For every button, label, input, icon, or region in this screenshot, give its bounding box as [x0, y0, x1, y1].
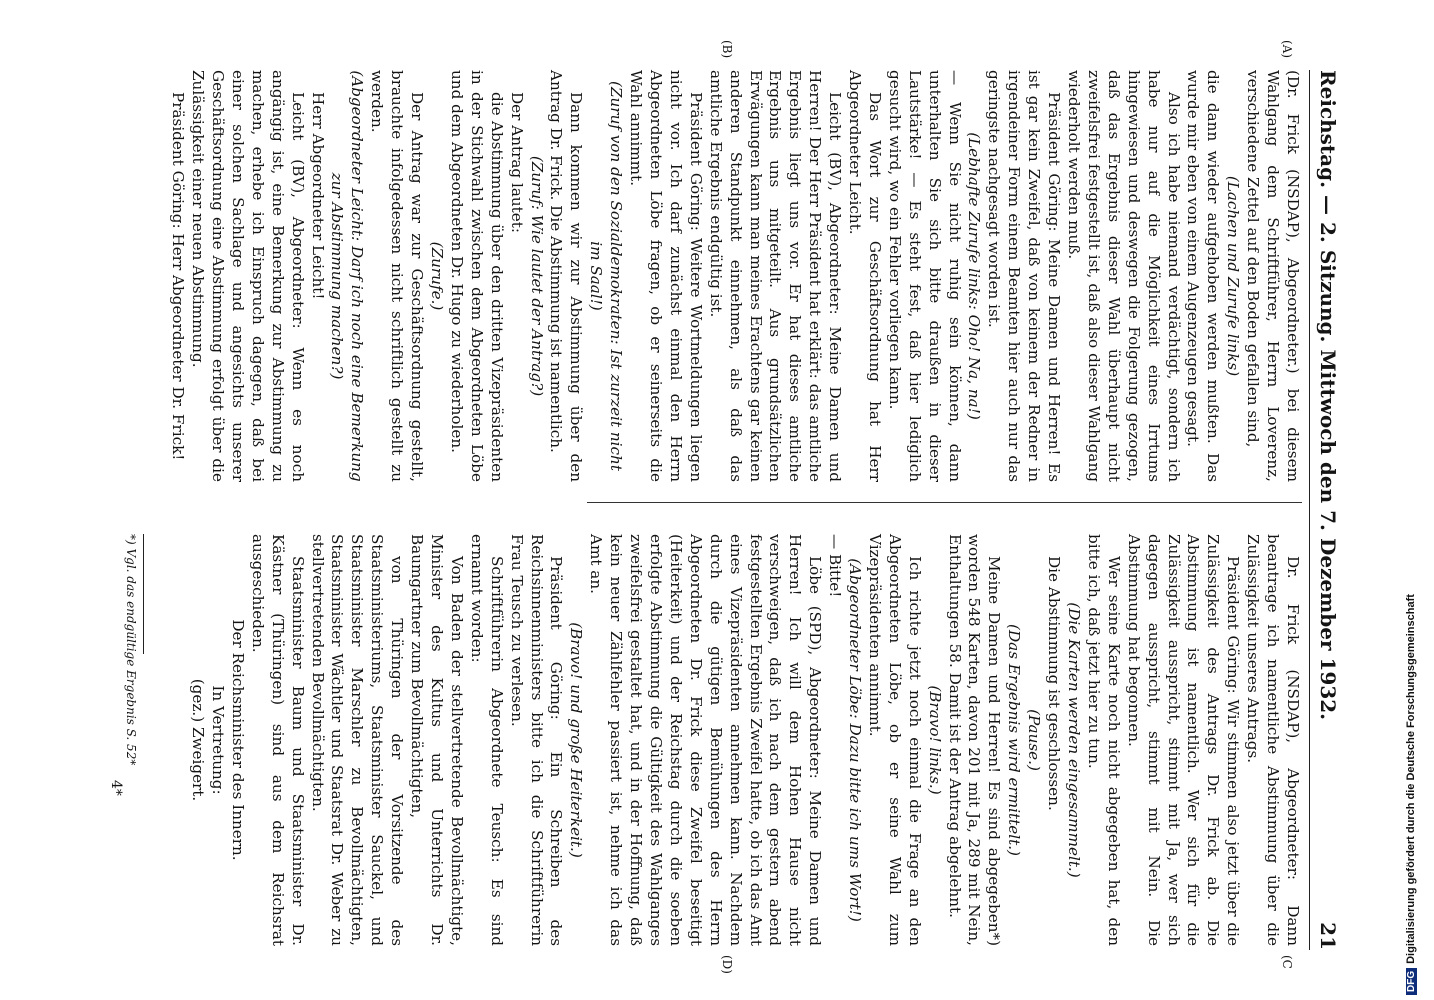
running-title: Reichstag. — 2. Sitzung. Mittwoch den 7. Dezember 1932. [1316, 70, 1340, 721]
left-paragraph: (Abgeordneter Leicht: Darf ich noch eine Bemerkung zur Abstimmung machen?) [328, 70, 367, 482]
left-paragraph: (Zuruf: Wie lautet der Antrag?) [527, 155, 546, 397]
left-paragraph: Leicht (BV), Abgeordneter: Meine Damen und Herren! Der Herr Präsident hat erklärt: das amtliche Ergebnis liegt uns vor. Er hat dieses amtliche Ergebnis uns mitgeteilt. Aus grundsätzlichen Erwägungen kann man meines Erachtens gar keinen anderen Standpunkt einnehmen, als daß das amtliche Ergebnis endgültig ist. [706, 70, 845, 482]
left-column [167, 70, 1302, 482]
right-paragraph: (Bravo! und große Heiterkeit.) [567, 622, 586, 858]
left-paragraph: Der Antrag lautet: [507, 92, 526, 233]
right-paragraph: Meine Damen und Herren! Es sind abgegeben*) worden 548 Karten, davon 201 mit Ja, 289 mit Nein, Enthaltungen 58. Damit ist der Antrag abgelehnt. [945, 534, 1004, 946]
right-paragraph: — Bitte! [826, 534, 845, 598]
right-paragraph: (gez.) Zweigert. [189, 678, 208, 802]
footnote: *) Vgl. das endgültige Ergebnis S. 52* [124, 534, 138, 766]
footnote-rule [143, 534, 144, 654]
margin-mark-d: (D) [720, 955, 734, 974]
right-paragraph: In Vertretung: [209, 685, 228, 795]
left-paragraph: die Abstimmung über den dritten Vizepräsidenten in der Stichwahl zwischen dem Abgeordneten Löbe und dem Abgeordneten Dr. Hugo zu wiederholen. [447, 70, 506, 482]
right-paragraph: (Abgeordneter Löbe: Dazu bitte ich ums Wort!) [846, 558, 865, 922]
page-number: 21 [1316, 922, 1340, 950]
left-paragraph: die dann wieder aufgehoben werden mußten. Das wurde mir eben von einem Augenzeugen gesagt. [1184, 70, 1223, 482]
left-paragraph: — Wenn Sie nicht ruhig sein können, dann unterhalten Sie sich bitte draußen in dieser Lautstärke! — Es steht fest, daß hier lediglich gesucht wird, wo ein Fehler vorliegen kann. [885, 70, 964, 482]
right-paragraph: Dr. Frick (NSDAP), Abgeordneter: Dann beantrage ich namentliche Abstimmung über die Zulässigkeit unseres Antrags. [1244, 534, 1302, 946]
right-paragraph: Wer seine Karte noch nicht abgegeben hat, den bitte ich, daß jetzt hier zu tun. [1084, 534, 1123, 946]
digitization-credit [1405, 594, 1417, 995]
right-paragraph: Präsident Göring: Wir stimmen also jetzt über die Zulässigkeit des Antrags Dr. Frick ab. Die Abstimmung ist namentlich. Wer sich für die Zulässigkeit ausspricht, stimmt mit Ja, wer sich dagegen ausspricht, stimmt mit Nein. Die Abstimmung hat begonnen. [1124, 534, 1243, 946]
right-column [187, 534, 1302, 946]
right-paragraph: Staatsminister Baum und Staatsminister Dr. Kästner (Thüringen) sind aus dem Reichsrat ausgeschieden. [248, 534, 307, 946]
left-paragraph: Präsident Göring: Herr Abgeordneter Dr. Frick! [169, 92, 188, 461]
right-paragraph: (Die Karten werden eingesammelt.) [1065, 602, 1084, 878]
running-header [1306, 70, 1346, 950]
right-paragraph: Schriftführerin Abgeordnete Teusch: Es sind ernannt worden: [467, 534, 506, 946]
left-paragraph: Dann kommen wir zur Abstimmung über den Antrag Dr. Frick. Die Abstimmung ist namentlich. [547, 70, 586, 482]
left-paragraph: (Zuruf von den Sozialdemokraten: Ist zurzeit nicht im Saal!) [587, 81, 626, 471]
left-paragraph: Der Antrag war zur Geschäftsordnung gestellt, brauchte infolgedessen nicht schriftlich gestellt zu werden. [368, 70, 427, 482]
left-paragraph: Also ich habe niemand verdächtigt, sondern ich habe nur auf die Möglichkeit eines Irrtums hingewiesen und deswegen die Folgerung gezogen, daß das Ergebnis dieser Wahl überhaupt nicht zweifelsfrei festgestellt ist, daß also dieser Wahlgang wiederholt werden muß. [1065, 70, 1183, 482]
header-rule [1309, 70, 1310, 950]
margin-mark-b: (B) [720, 40, 734, 59]
left-paragraph: (Lebhafte Zurufe links: Oho! Na, na!) [965, 132, 984, 420]
right-paragraph: Die Abstimmung ist geschlossen. [1045, 556, 1064, 811]
left-paragraph: (Zurufe.) [428, 241, 447, 311]
left-paragraph: Herr Abgeordneter Leicht! [308, 92, 327, 300]
left-paragraph: (Lachen und Zurufe links) [1224, 175, 1243, 377]
right-paragraph: (Pause.) [1025, 709, 1044, 771]
right-paragraph: Löbe (SPD), Abgeordneter: Meine Damen und Herren! Ich will dem Hohen Hause nicht verschweigen, daß ich nach dem gestern abend festgestellten Ergebnis Zweifel hatte, ob ich das Amt eines Vizepräsidenten annehmen kann. Nachdem durch die gütigen Bemühungen des Herrn Abgeordneten Dr. Frick diese Zweifel beseitigt (Heiterkeit) und der Reichstag durch die soeben erfolgte Abstimmung die Gültigkeit des Wahlganges zweifelsfrei gestaltet hat, und in der Hoffnung, daß kein neuer Zählfehler passiert ist, nehme ich das Amt an. [587, 534, 825, 946]
credit-text: Digitalisierung gefördert durch die Deutsche Forschungsgemeinschaft [1405, 594, 1417, 964]
left-paragraph: Das Wort zur Geschäftsordnung hat Herr Abgeordneter Leicht. [846, 70, 884, 482]
signature-mark: 4* [108, 780, 124, 796]
margin-mark-a: (A) [1280, 40, 1294, 59]
right-paragraph: Präsident Göring: Ein Schreiben des Reichsinnenministers bitte ich die Schriftführerin Frau Teusch zu verlesen. [507, 534, 566, 946]
dfg-logo: DFG [1406, 968, 1417, 995]
column-divider [587, 502, 1302, 503]
left-paragraph: (Dr. Frick (NSDAP), Abgeordneter.) bei diesem Wahlgang dem Schriftführer, Herrn Loverenz, verschiedene Zettel auf den Boden gefallen sind, [1244, 70, 1302, 482]
right-paragraph: Von Baden der stellvertretende Bevollmächtigte, Minister des Kultus und Unterrichts Dr. Baumgartner zum Bevollmächtigten, [408, 534, 466, 946]
right-paragraph: von Thüringen der Vorsitzende des Staatsministeriums, Staatsminister Sauckel, und Staatsminister Marschler zu Bevollmächtigten, Staatsminister Wächtler und Staatsrat Dr. Weber zu stellvertretenden Bevollmächtigten. [308, 534, 407, 946]
right-paragraph: (Bravo! links.) [925, 685, 944, 795]
right-paragraph: Der Reichsminister des Innern. [228, 619, 247, 861]
margin-mark-c: (C [1280, 955, 1294, 969]
right-paragraph: Ich richte jetzt noch einmal die Frage an den Abgeordneten Löbe, ob er seine Wahl zum Vizepräsidenten annimmt. [865, 534, 924, 946]
left-paragraph: Leicht (BV), Abgeordneter: Wenn es noch angängig ist, eine Bemerkung zur Abstimmung zu machen, erhebe ich Einspruch dagegen, daß bei einer solchen Sachlage und angesichts unserer Geschäftsordnung eine Abstimmung erfolgt über die Zulässigkeit einer neuen Abstimmung. [189, 70, 307, 482]
left-paragraph: Präsident Göring: Meine Damen und Herren! Es ist gar kein Zweifel, daß von keinem der Redner in irgendeiner Form einem Beamten hier auch nur das geringste nachgesagt worden ist. [985, 70, 1064, 482]
right-paragraph: (Das Ergebnis wird ermittelt.) [1005, 624, 1024, 856]
left-paragraph: Präsident Göring: Weitere Wortmeldungen liegen nicht vor. Ich darf zunächst einmal den Herrn Abgeordneten Löbe fragen, ob er seinerseits die Wahl annimmt. [627, 70, 705, 482]
